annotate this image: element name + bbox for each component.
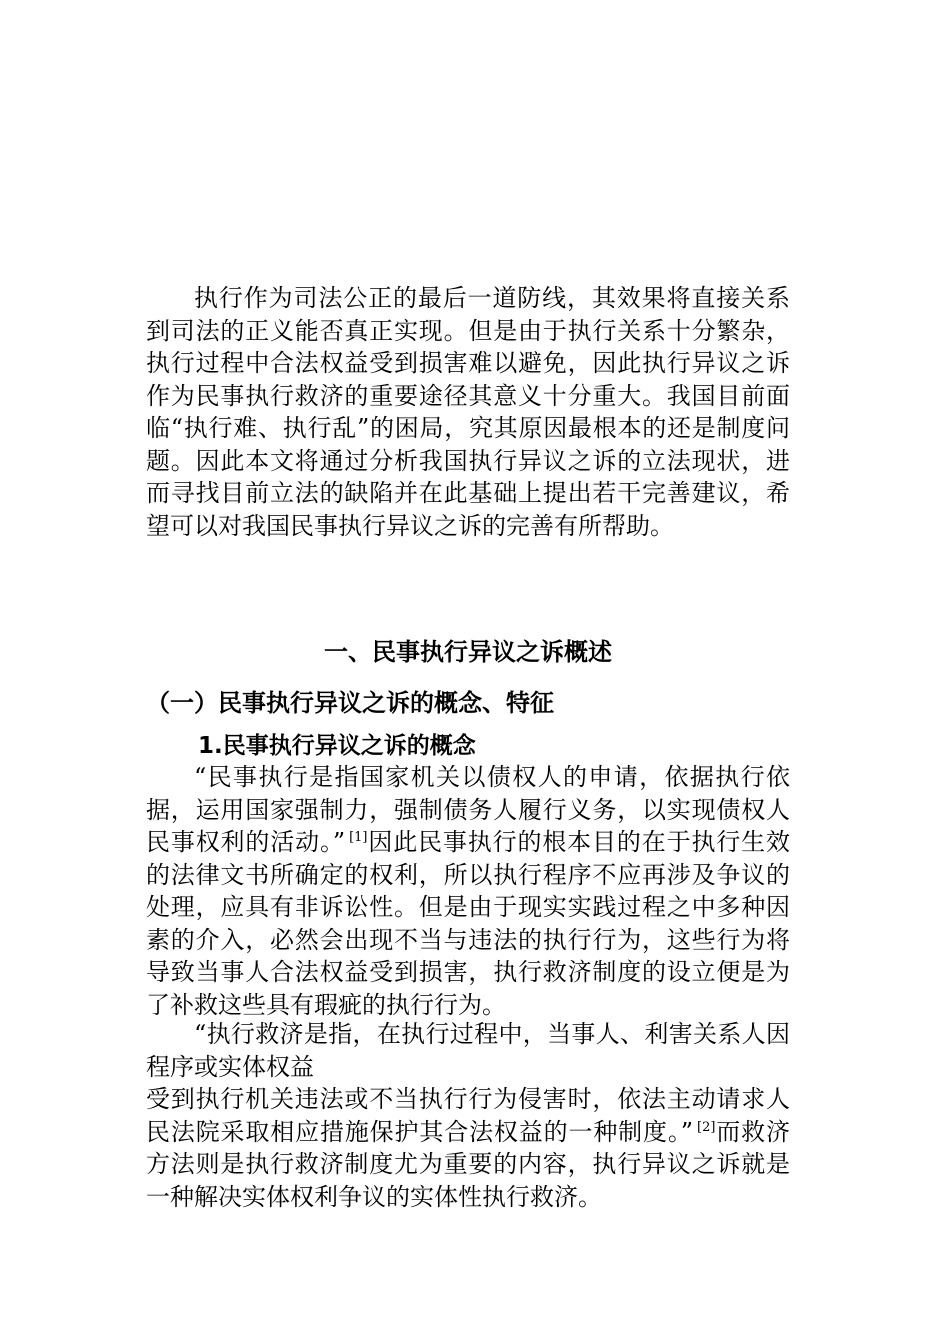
concept-paragraph-1 — [146, 761, 790, 1021]
subsection-title: （一）民事执行异议之诉的概念、特征 — [146, 689, 554, 717]
concept-paragraph-2-line1: “执行救济是指，在执行过程中，当事人、利害关系人因程序或实体权益 — [146, 1020, 790, 1081]
citation-mark-1: [1] — [349, 830, 368, 845]
item-title: 1.民事执行异议之诉的概念 — [198, 733, 476, 759]
quote-text: 受到执行机关违法或不当执行行为侵害时，依法主动请求人民法院采取相应措施保护其合法权益的一种制度。” — [146, 1085, 790, 1146]
intro-paragraph: 执行作为司法公正的最后一道防线，其效果将直接关系到司法的正义能否真正实现。但是由于执行关系十分繁杂，执行过程中合法权益受到损害难以避免，因此执行异议之诉作为民事执行救济的重要途径其意义十分重大。我国目前面临“执行难、执行乱”的困局，究其原因最根本的还是制度问题。因此本文将通过分析我国执行异议之诉的立法现状，进而寻找目前立法的缺陷并在此基础上提出若干完善建议，希望可以对我国民事执行异议之诉的完善有所帮助。 — [146, 284, 790, 540]
citation-mark-2: [2] — [697, 1119, 716, 1135]
body-text: 因此民事执行的根本目的在于执行生效的法律文书所确定的权利，所以执行程序不应再涉及争议的处理，应具有非诉讼性。但是由于现实实践过程之中多种因素的介入，必然会出现不当与违法的执行行为，这些行为将导致当事人合法权益受到损害，执行救济制度的设立便是为了补救这些具有瑕疵的执行行为。 — [146, 828, 790, 1019]
body-text: 而救济方法则是执行救济制度尤为重要的内容，执行异议之诉就是一种解决实体权利争议的实体性执行救济。 — [146, 1117, 790, 1211]
section-title: 一、民事执行异议之诉概述 — [324, 638, 612, 666]
quote-text: “民事执行是指国家机关以债权人的申请，依据执行依据，运用国家强制力，强制债务人履行义务，以实现债权人民事权利的活动。” — [146, 763, 790, 856]
concept-paragraph-2-continued — [146, 1083, 790, 1213]
